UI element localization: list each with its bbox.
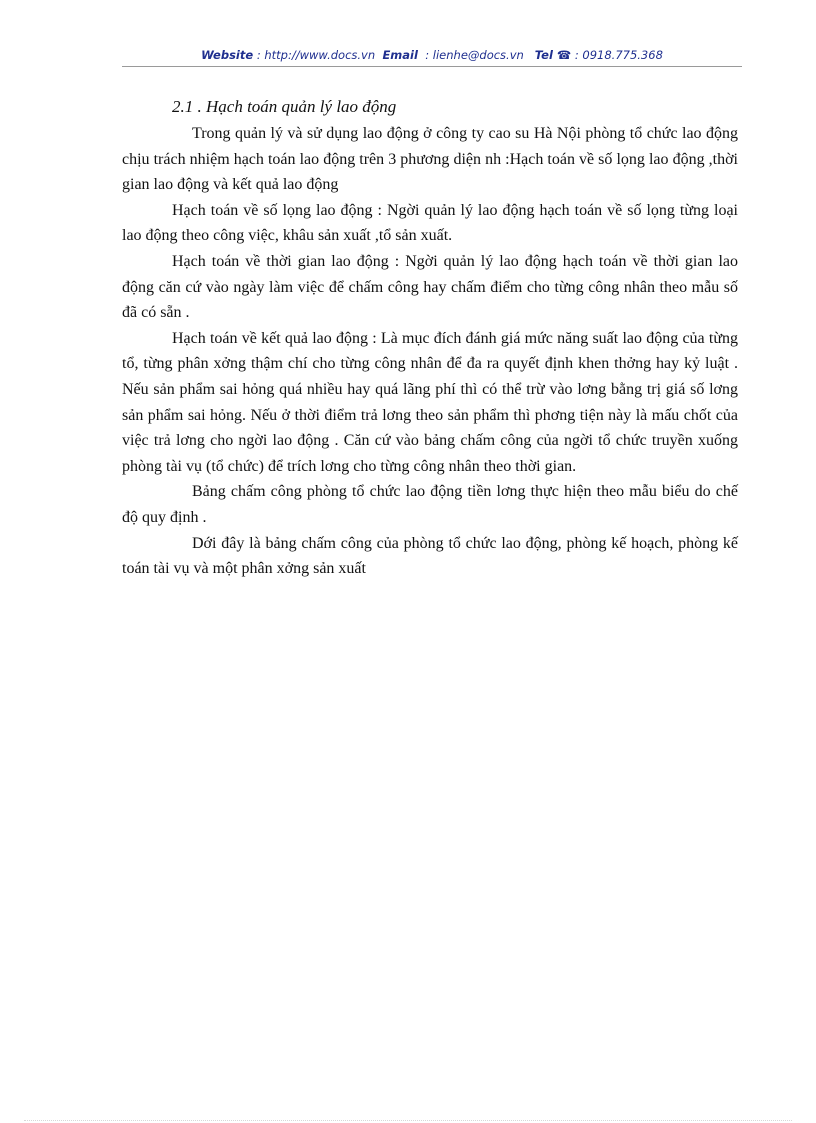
- page-header: [122, 48, 742, 62]
- header-divider: [122, 66, 742, 67]
- paragraph: Hạch toán về thời gian lao động : Ngời quản lý lao động hạch toán về thời gian lao động căn cứ vào ngày làm việc để chấm công hay chấm điểm cho từng công nhân theo mẫu số đã có sẵn .: [122, 252, 738, 322]
- email-value[interactable]: : lienhe@docs.vn: [425, 48, 524, 62]
- paragraph: Trong quản lý và sử dụng lao động ở công ty cao su Hà Nội phòng tổ chức lao động chịu trách nhiệm hạch toán lao động trên 3 phương diện nh :Hạch toán về số lọng lao động ,thời gian lao động và kết quả lao động: [122, 125, 738, 194]
- footer-divider: [24, 1120, 792, 1121]
- paragraph: Hạch toán về số lọng lao động : Ngời quản lý lao động hạch toán về số lọng từng loại lao động theo công việc, khâu sản xuất ,tổ sản xuất.: [122, 201, 738, 245]
- document-body: [122, 95, 738, 582]
- section-title: 2.1 . Hạch toán quản lý lao động: [172, 97, 397, 116]
- email-label: Email: [382, 48, 418, 62]
- website-url[interactable]: : http://www.docs.vn: [256, 48, 376, 62]
- website-label: Website: [201, 48, 254, 62]
- paragraph: Hạch toán về kết quả lao động : Là mục đích đánh giá mức năng suất lao động của từng tổ, từng phân xởng thậm chí cho từng công nhân để đa ra quyết định khen thởng hay kỷ luật . Nếu sản phẩm sai hỏng quá nhiều hay quá lãng phí thì có thể trừ vào lơng bằng trị giá số lơng sản phẩm sai hỏng. Nếu ở thời điểm trả lơng theo sản phẩm thì phơng tiện này là mấu chốt của việc trả lơng cho ngời lao động . Căn cứ vào bảng chấm công của ngời tổ chức truyền xuống phòng tài vụ (tổ chức) để trích lơng cho từng công nhân theo thời gian.: [122, 329, 738, 475]
- paragraph: Dới đây là bảng chấm công của phòng tổ chức lao động, phòng kế hoạch, phòng kế toán tài vụ và một phân xởng sản xuất: [122, 534, 738, 578]
- tel-label: Tel ☎: [534, 48, 572, 62]
- paragraph: Bảng chấm công phòng tổ chức lao động tiền lơng thực hiện theo mẫu biểu do chế độ quy định .: [122, 483, 738, 526]
- tel-value: : 0918.775.368: [574, 48, 663, 62]
